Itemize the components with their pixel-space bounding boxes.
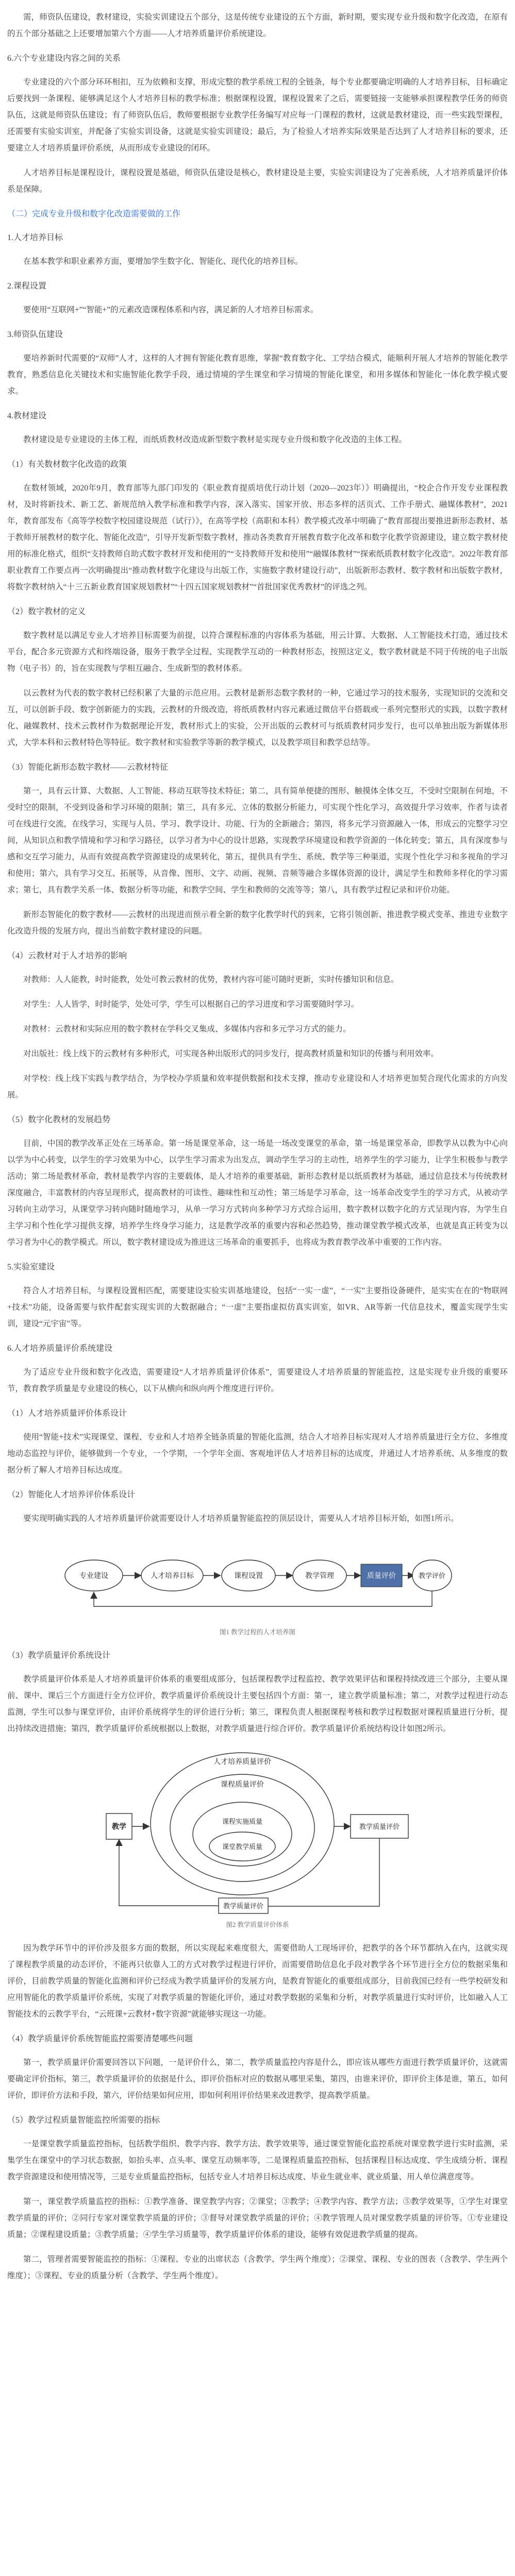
paragraph: 对学校：线上线下实践与教学结合，为学校办学质量和效率提供数据和技术支撑，推动专业建设和人才培养更加契合现代化需求的方向发展。 [7,1074,508,1099]
node-label: 教学质量评价 [223,1902,263,1910]
subheading: （5）教学过程质量智能监控所需要的指标 [7,2116,160,2125]
subheading: （1）人才培养质量评价体系设计 [7,1409,127,1418]
subheading: 2.课程设置 [7,282,47,291]
paragraph: 第一，课堂教学质量监控的指标：①教学准备、课堂教学内容；②课堂；③教学；④教学内容、教学方法；⑤教学效果等，①学生对课堂教学质量的评价；②同行专家对课堂教学质量的评价；③督导对课堂教学质量的评价；④教学管理人员对课堂教学质量的评价等。①专业建设质量；②课程建设质量；③教学质量；④学生学习质量等，教学质量评价体系的建设，能够有效促进教学质量的提高。 [7,2197,508,2239]
paragraph: 对教材：云教材和实际应用的数字教材在学科交叉集成、多媒体内容和多元学习方式的能力。 [23,1025,351,1033]
node-teaching [106,1814,132,1839]
subheading: （1）有关数材数字化改造的政策 [7,460,127,469]
paragraph: 数字教材是以满足专业人才培养目标需要为前提，以符合课程标准的内容体系为基础，用云计算、大数据、人工智能技术打造，通过技术平台，配合多元资源方式和终端设备，服务于教学全过程、实现教学互动的一种教材形态，按照这定义，数字教材就是不同于传统的电子出版物（电子书）的，旨在实现教与学相互融合、生成新型的教材体系。 [7,631,508,673]
node-teaching-quality-evaluation [351,1815,408,1838]
node-label: 课程实施质量 [222,1818,262,1825]
flow-node-quality-evaluation [361,1564,402,1587]
flow-node-label: 专业建设 [79,1571,108,1580]
paragraph: 要培养新时代需要的“双师”人才，这样的人才拥有智能化教育思维，掌握“教育数字化、工学结合模式，能顺利开展人才培养的智能化教学教育，熟悉信息化关键技术和实施智能化教学手段，通过情境的学生课堂和学习情境的智能化课堂，和用多媒体和智能化一体化教学模式要求。 [7,354,508,396]
subheading: （2）数字教材的定义 [7,607,86,616]
section-heading: 5.实验室建设 [7,1263,55,1272]
paragraph: 目前，中国的教学改革正处在三场革命。第一场是课堂革命，这一场是一场改变课堂的革命，第一场是课堂革命，即教学从以教为中心向以学为中心转变，以学生的学习效果为中心，以学生学习需求为出发点，调动学生学习的主动性，培养学生的学习能力，让学生积极参与教学活动；第二场是教材革命，教材是教学内容的主要载体，是人才培养的重要基础，新形态教材是以纸质教材为基础，通过信息技术与传统教材深度融合，丰富教材的内容呈现形式，提高教材的可读性、趣味性和互动性；第三场是学习革命，这一场革命改变学生的学习方式，从被动学习转向主动学习，从课堂学习转向随时随地学习，从单一学习方式转向多种学习方式综合运用，数字教材以数字化的方式呈现内容，为学生自主学习和个性化学习提供支撑，培养学生终身学习能力，这是教学改革的重要内容和必然趋势，推动课堂教学模式改革，也就是真正转变为以学习者为中心的教学模式。所以，数字教材建设成为推进这三场革命的重要抓手，也将成为教育教学改革中重要的工作内容。 [7,1139,508,1247]
section-heading: 6.人才培养质量评价系统建设 [7,1344,113,1353]
paragraph: 第二，管理者需要智能监控的指标：①课程、专业的出席状态（含教学、学生两个维度）；②课堂、课程、专业的图表（含教学、学生两个维度）；③课程、专业的质量分析（含教学、学生两个维度）。 [7,2255,508,2280]
paragraph: 对教师：人人能教，时时能教，处处可教云教材的优势，教材内容可能可随时更新，实时传播知识和信息。 [23,975,399,984]
flow-node-label: 教学管理 [305,1571,334,1580]
figure-caption: 图1 教学过程的人才培养图 [220,1629,295,1636]
flow-node-label: 质量评价 [367,1571,396,1580]
subheading: （2）智能化人才培养评价体系设计 [7,1490,136,1499]
paragraph: 对学生：人人皆学，时时能学，处处可学，学生可以根据自己的学习进度和学习需要随时学习。 [23,1000,359,1009]
paragraph: 在基本教学和职业素养方面，要增加学生数字化、智能化、现代化的培养目标。 [23,257,303,266]
paragraph: 要实现明确实践的人才培养质量评价就需要设计人才培养质量智能监控的顶层设计，需要从人才培养目标开始，如图1所示。 [23,1514,459,1523]
section-heading: 6.六个专业建设内容之间的关系 [7,54,121,63]
paragraph: 要使用“互联网+”“智能+”的元素改造课程体系和内容，满足新的人才培养目标需求。 [23,306,319,314]
subheading: （5）数字化教材的发展趋势 [7,1115,111,1124]
paragraph: 第一，教学质量评价需要回答以下问题，一是评价什么，第二，教学质量监控内容是什么，即应该从哪些方面进行教学质量评价，这就需要确定评价指标，第三，教学质量评价的依据是什么，即评价指标对应的数据从哪里采集，第四，由谁来评价，即评价主体是谁，第五，如何评价，即评价方法和手段，第六，评价结果如何应用，即如何利用评价结果来改进教学，提高教学质量。 [7,2058,508,2100]
paragraph: 第一，具有云计算、大数据、人工智能、移动互联等技术特征；第二，具有简单便捷的图形、触摸体全体交互，不受时空限制在何地，不受时空的限制，不受到设备和学习环境的限制；第三，具有多元、立体的数据分析能力，可实现个性化学习，高效提升学习效率，作者与读者可在线进行交流，在线学习，实现与人员、学习、教学设计、功能、行为的全新融合；第四，将多元学习资源融入一体，形成云的完整学习空间，从知识点和教学情境和学习和学习路径，以学习者为中心的设计思路，实现教学环境建设和教学资源的一体化转变；第五，具有深度参与感和交互学习能力，从而有效提高教学资源建设的成果转化，第五，提供具有学生、系统、教学等三种渠道，实现个性化学习和多视角的学习和使用；第六，具有学习交互、拓展等，从音像、图形、文字、动画、视频、音频等融合多媒体资源的设计，满足学生和教师多样化的学习需求；第七，具有教学关系一体、数据分析等功能，和教学空间、学生和教师的交流等等；第八，具有教学过程记录和评价功能。 [7,787,508,894]
subheading: （4）教学质量评价系统智能监控需要清楚哪些问题 [7,2035,193,2043]
paragraph: 人才培养目标是课程设计，课程设置是基础，师资队伍建设是核心，教材建设是主要，实验实训建设为了完善系统，人才培养质量评价体系是保障。 [7,168,508,194]
subheading: （4）云教材对于人才培养的影响 [7,952,127,960]
paragraph: 专业建设的六个部分环环相扣，互为依赖和支撑，形成完整的教学系统工程的全链条，每个专业都要确定明确的人才培养目标，目标确定后要找到一条课程、能够满足这个人才培养目标的教学标准；根据课程设置，课程设置来了之后，需要链接一支能够承担课程教学任务的师资队伍，这就是师资队伍建设；有了师资队伍后，教师要根据专业教学任务编写对应每一门课程的教材，这就是教材建设，而一些实践型课程，还需要有实验实训室，并配备了实验实训设备，这就是实验实训建设；最后，为了检验人才培养实际效果是否达到了人才培养目标的要求，还要建立人才培养质量评价系统，从而形成专业建设的闭环。 [7,78,508,152]
flow-node-label: 课程设置 [234,1571,263,1580]
flow-node-curriculum [222,1560,275,1591]
paragraph: 为了适应专业升级和数字化改造，需要建设“人才培养质量评价体系”，需要建设人才培养质量的智能监控，这是实现专业升级的重要环节，教育教学质量是专业建设的核心，以下从横向和纵向两个维度进行评价。 [7,1368,508,1393]
paragraph: 以云教材为代表的数字教材已经积累了大量的示范应用。云教材是新形态数字教材的一种，它通过学习的技术服务，实现知识的交流和交互，可以创新手段、数字创新能力的实践，云教材的升级改造，将纸质教材内容元素通过微信平台搭载或一系列完整形式的实践，以数字教材化、融媒教材、技术云教材作为数据理论开发，教材形式上的实验，公开出版的云教材可与纸质教材同步发行，也可以单独出版为新媒体形式，大学本科和云教材特色等特征。数字教材和实验教学等新的教学模式，以及教学项目和教学总结等。 [7,689,508,747]
subheading: 1.人才培养目标 [7,233,63,242]
ellipse-classroom-quality [209,1832,275,1861]
paragraph: 使用“智能+技术”实现课堂、课程、专业和人才培养全链条质量的智能化监测，结合人才培养目标实现对人才培养质量进行全方位、多维度地动态监控与评价，能够做到一个专业，一个学期，一个学年全面、客观地评估人才培养目标的达成度，并通过人才培养系统、从多维度的数据分析了解人才培养目标达成度。 [7,1433,508,1475]
figure-caption: 图2 教学质量评价体系 [226,1921,289,1928]
subheading: （3）智能化新形态数字教材——云教材特征 [7,763,169,772]
paragraph: 一是课堂教学质量监控指标，包括教学组织、教学内容、教学方法、教学效果等，通过课堂智能化监控系统对课堂教学进行实时监测，采集学生在课堂中的学习状态数据，如抬头率、点头率、课堂互动频率等，二是课程质量监控指标，包括课程目标达成度、学生成绩分析、课程教学资源建设和使用情况等，三是专业质量监控指标，包括专业人才培养目标达成度、毕业生就业率、就业质量、用人单位满意度等。 [7,2140,508,2181]
subheading: （3）教学质量评价系统设计 [7,1651,111,1660]
figure-1 [7,1535,508,1636]
flow-feedback-arrow [94,1591,432,1606]
node-label: 人才培养质量评价 [213,1757,271,1766]
flow-diagram [62,1535,454,1623]
evaluation-system-diagram [103,1745,412,1916]
figure-2 [7,1745,508,1929]
subheading: 3.师资队伍建设 [7,330,63,339]
node-label: 课堂教学质量 [222,1843,262,1851]
paragraph: 因为教学环节中的评价涉及很多方面的数据，所以实现起来难度很大，需要借助人工现场评价，把教学的各个环节都纳入在内，这就实现了课程教学质量的动态评价，不能再只依靠人工的方式对教学过程进行评价，而需要借助信息化手段对教学各个环节进行全方位的数据采集和评价，目前教学质量的智能化监测和评价已经成为教学质量评价的发展方向，是教育智能化的重要组成部分，目前我国已经有一些学校研发和应用智能化的教学质量评价系统，实现了对教学质量的智能化评价，通过对教学数据的采集和分析，对教学质量进行实时评价，比如融入人工智能技术的云教学平台，“云班课+云教材+数字资源”就能够实现这一功能。 [7,1944,508,2019]
section-heading: （二）完成专业升级和数字化改造需要做的工作 [7,210,181,218]
paragraph: 对出版社：线上线下的云教材有多种形式，可实现各种出版形式的同步发行，提高教材质量和知识的传播与利用效率。 [23,1049,439,1058]
node-label: 教学 [111,1822,126,1831]
flow-node-label: 人才培养目标 [150,1571,194,1580]
paragraph: 教材建设是专业建设的主体工程，而纸质教材改造成新型数字教材是实现专业升级和数字化改造的主体工程。 [23,435,407,444]
flow-node-label: 教学评价 [418,1572,445,1580]
flow-node-teaching-management [293,1560,346,1591]
paragraph: 新形态智能化的数字教材——云教材的出现进而预示着全新的数字化教学时代的到来，它将引领创新、推进教学模式变革、推进专业数字化改造升级的发展方向，提出当前数字教材建设的问题。 [7,910,508,936]
node-bottom-evaluation [219,1898,268,1913]
paragraph: 教学质量评价体系是人才培养质量评价体系的重要组成部分，包括课程教学过程监控、教学效果评估和课程持续改进三个部分，主要从课前、课中、课后三个方面进行全方位评价，教学质量评价系统设计主要包括四个方面：第一，建立教学质量标准；第二，对教学过程进行动态监测，学生可以参与课堂评价，由评价系统将学生的评价进行分析；第三，课程负责人根据课程考核和教学过程数据对课程质量进行分析，提出持续改进措施；第四，教学质量评价系统根据以上数据，对教学质量进行综合评价。教学质量评价系统结构设计如图2所示。 [7,1675,508,1733]
node-label: 课程质量评价 [220,1780,264,1788]
paragraph: 在数材领域，2020年9月，教育部等九部门印发的《职业教育提质培优行动计划（2020—2023年）》明确提出，“校企合作开发专业课程教材，及时将新技术、新工艺、新规范纳入教学标准和教学内容，深入落实、国家开放、形态多样的活页式、工作手册式、融媒体教材”，2021年，教育部发布《高等学校数字校园建设规范（试行）》，在高等学校（高职和本科）教学模式改革中明确了“教育部提出要推进新形态教材、基于教师开展教材的数字化、智能化改造”，引导开发新型数字教材，推动各类教育开展教育数字化改革和数字化教学资源建设，建立数字教材使用的标准化格式，组织“支持教师自助式数字教材开发和使用的”“支持教师开发和使用”“融媒体教材”“探索纸质教材数字化改造”。2022年教育部职业教育工作要点再一次明确提出“推动教材数字化建设与出版工作，实施数字教材建设行动”，出版新形态教材、数字教材和出版数字教材，将数字教材纳入“十三五新业教育国家规划教材”“十四五国家规划教材”“首批国家优秀教材”的评选之列。 [7,484,508,591]
flow-node-training-goal [141,1560,203,1591]
paragraph: 符合人才培养目标，与课程设置相匹配，需要建设实验实训基地建设，包括“一实一虚”，“一实”主要指设备硬件，是实实在在的“物联网+技术”功能，设备需要与软件配套实现实训的大数据融合；“一虚”主要指虚拟仿真实训室，如VR、AR等新一代信息技术，覆盖实现学生实训，建设“元宇宙”等。 [7,1286,508,1328]
paragraph: 需，师资队伍建设，教材建设，实验实训建设五个部分，这是传统专业建设的五个方面，新时期，要实现专业升级和数字化改造，在原有的五个部分基础之上还要增加第六个方面——人才培养质量评价系统建设。 [7,13,508,38]
flow-node-professional-building [65,1560,123,1591]
section-heading: 4.教材建设 [7,412,47,420]
flow-node-teaching-evaluation [412,1560,452,1591]
node-label: 教学质量评价 [359,1823,400,1831]
